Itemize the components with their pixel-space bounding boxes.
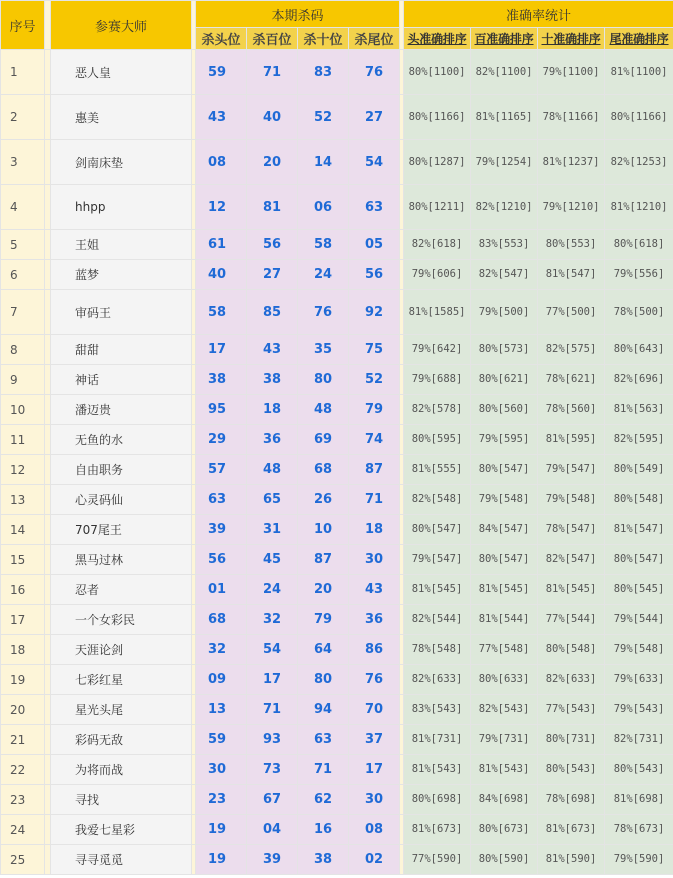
- acc-tail-value: 80%[547]: [605, 545, 673, 575]
- table-row: [1, 545, 673, 575]
- acc-hundreds-value: 82%[547]: [471, 260, 538, 290]
- acc-tail-value: 79%[544]: [605, 605, 673, 635]
- master-name[interactable]: 甜甜: [51, 335, 192, 365]
- header-kill-group: 本期杀码: [196, 1, 400, 28]
- master-name[interactable]: 寻寻觅觅: [51, 845, 192, 875]
- master-name[interactable]: 707尾王: [51, 515, 192, 545]
- acc-hundreds-value: 80%[621]: [471, 365, 538, 395]
- kill-head-value: 39: [196, 515, 247, 545]
- table-row: [1, 845, 673, 875]
- row-index: 3: [1, 140, 45, 185]
- acc-hundreds-value: 80%[560]: [471, 395, 538, 425]
- acc-tens-value: 80%[731]: [538, 725, 605, 755]
- kill-tail-value: 18: [349, 515, 400, 545]
- header-accuracy-group: 准确率统计: [404, 1, 673, 28]
- master-name[interactable]: 自由职务: [51, 455, 192, 485]
- kill-tens-value: 52: [298, 95, 349, 140]
- acc-tens-value: 78%[547]: [538, 515, 605, 545]
- kill-head-value: 13: [196, 695, 247, 725]
- kill-head-value: 57: [196, 455, 247, 485]
- acc-head-value: 80%[1166]: [404, 95, 471, 140]
- acc-hundreds-value: 80%[573]: [471, 335, 538, 365]
- acc-hundreds-value: 79%[595]: [471, 425, 538, 455]
- acc-tail-value: 81%[698]: [605, 785, 673, 815]
- table-row: [1, 485, 673, 515]
- acc-tail-value: 82%[595]: [605, 425, 673, 455]
- table-row: [1, 575, 673, 605]
- acc-tail-value: 80%[549]: [605, 455, 673, 485]
- header-kill-hundreds: 杀百位: [247, 28, 298, 50]
- acc-tens-value: 77%[500]: [538, 290, 605, 335]
- kill-head-value: 58: [196, 290, 247, 335]
- sort-link-head[interactable]: 头准确排序: [404, 28, 471, 50]
- kill-tail-value: 79: [349, 395, 400, 425]
- kill-tens-value: 48: [298, 395, 349, 425]
- acc-head-value: 80%[547]: [404, 515, 471, 545]
- kill-head-value: 38: [196, 365, 247, 395]
- table-row: [1, 290, 673, 335]
- acc-tail-value: 79%[556]: [605, 260, 673, 290]
- master-name[interactable]: 天涯论剑: [51, 635, 192, 665]
- acc-tail-value: 82%[731]: [605, 725, 673, 755]
- kill-hundreds-value: 32: [247, 605, 298, 635]
- row-index: 6: [1, 260, 45, 290]
- acc-hundreds-value: 82%[1100]: [471, 50, 538, 95]
- kill-tens-value: 68: [298, 455, 349, 485]
- acc-tens-value: 78%[698]: [538, 785, 605, 815]
- kill-tail-value: 43: [349, 575, 400, 605]
- acc-tens-value: 78%[560]: [538, 395, 605, 425]
- kill-tens-value: 58: [298, 230, 349, 260]
- acc-hundreds-value: 79%[500]: [471, 290, 538, 335]
- row-index: 7: [1, 290, 45, 335]
- table-row: [1, 425, 673, 455]
- kill-head-value: 40: [196, 260, 247, 290]
- row-index: 17: [1, 605, 45, 635]
- kill-hundreds-value: 85: [247, 290, 298, 335]
- kill-head-value: 95: [196, 395, 247, 425]
- kill-tail-value: 76: [349, 50, 400, 95]
- table-row: [1, 695, 673, 725]
- kill-tens-value: 35: [298, 335, 349, 365]
- kill-head-value: 29: [196, 425, 247, 455]
- kill-head-value: 68: [196, 605, 247, 635]
- kill-tens-value: 64: [298, 635, 349, 665]
- kill-head-value: 43: [196, 95, 247, 140]
- kill-head-value: 23: [196, 785, 247, 815]
- acc-tens-value: 81%[595]: [538, 425, 605, 455]
- acc-tail-value: 80%[643]: [605, 335, 673, 365]
- row-index: 13: [1, 485, 45, 515]
- master-name[interactable]: 惠美: [51, 95, 192, 140]
- kill-tail-value: 02: [349, 845, 400, 875]
- acc-head-value: 83%[543]: [404, 695, 471, 725]
- acc-head-value: 79%[642]: [404, 335, 471, 365]
- acc-tens-value: 79%[1100]: [538, 50, 605, 95]
- kill-tail-value: 74: [349, 425, 400, 455]
- row-index: 21: [1, 725, 45, 755]
- kill-head-value: 19: [196, 845, 247, 875]
- kill-tens-value: 94: [298, 695, 349, 725]
- table-row: [1, 230, 673, 260]
- acc-tens-value: 81%[673]: [538, 815, 605, 845]
- table-row: [1, 755, 673, 785]
- table-row: [1, 50, 673, 95]
- acc-head-value: 79%[606]: [404, 260, 471, 290]
- master-name[interactable]: 蓝梦: [51, 260, 192, 290]
- kill-tail-value: 27: [349, 95, 400, 140]
- sort-link-tail[interactable]: 尾准确排序: [605, 28, 673, 50]
- row-index: 2: [1, 95, 45, 140]
- acc-tens-value: 81%[545]: [538, 575, 605, 605]
- acc-hundreds-value: 83%[553]: [471, 230, 538, 260]
- kill-hundreds-value: 27: [247, 260, 298, 290]
- row-index: 24: [1, 815, 45, 845]
- row-index: 19: [1, 665, 45, 695]
- row-index: 20: [1, 695, 45, 725]
- acc-tens-value: 78%[621]: [538, 365, 605, 395]
- acc-head-value: 79%[688]: [404, 365, 471, 395]
- kill-tail-value: 76: [349, 665, 400, 695]
- acc-head-value: 77%[590]: [404, 845, 471, 875]
- header-kill-tens: 杀十位: [298, 28, 349, 50]
- acc-tail-value: 79%[590]: [605, 845, 673, 875]
- kill-hundreds-value: 17: [247, 665, 298, 695]
- kill-head-value: 59: [196, 50, 247, 95]
- sort-link-tens[interactable]: 十准确排序: [538, 28, 605, 50]
- acc-tens-value: 81%[1237]: [538, 140, 605, 185]
- kill-tens-value: 62: [298, 785, 349, 815]
- kill-tail-value: 36: [349, 605, 400, 635]
- acc-tail-value: 80%[548]: [605, 485, 673, 515]
- master-name[interactable]: hhpp: [51, 185, 192, 230]
- acc-tail-value: 81%[1100]: [605, 50, 673, 95]
- header-kill-head: 杀头位: [196, 28, 247, 50]
- table-row: [1, 455, 673, 485]
- kill-tail-value: 52: [349, 365, 400, 395]
- kill-head-value: 59: [196, 725, 247, 755]
- kill-tail-value: 92: [349, 290, 400, 335]
- acc-hundreds-value: 82%[543]: [471, 695, 538, 725]
- acc-tail-value: 81%[547]: [605, 515, 673, 545]
- acc-hundreds-value: 80%[633]: [471, 665, 538, 695]
- acc-tens-value: 82%[547]: [538, 545, 605, 575]
- master-name[interactable]: 神话: [51, 365, 192, 395]
- acc-tens-value: 81%[590]: [538, 845, 605, 875]
- kill-hundreds-value: 36: [247, 425, 298, 455]
- acc-head-value: 82%[618]: [404, 230, 471, 260]
- kill-tail-value: 63: [349, 185, 400, 230]
- kill-tens-value: 10: [298, 515, 349, 545]
- acc-head-value: 81%[1585]: [404, 290, 471, 335]
- acc-hundreds-value: 77%[548]: [471, 635, 538, 665]
- row-index: 25: [1, 845, 45, 875]
- kill-hundreds-value: 24: [247, 575, 298, 605]
- master-name[interactable]: 寻找: [51, 785, 192, 815]
- kill-hundreds-value: 04: [247, 815, 298, 845]
- kill-tens-value: 71: [298, 755, 349, 785]
- acc-head-value: 80%[1100]: [404, 50, 471, 95]
- kill-tens-value: 69: [298, 425, 349, 455]
- acc-hundreds-value: 81%[543]: [471, 755, 538, 785]
- row-index: 4: [1, 185, 45, 230]
- acc-tail-value: 79%[633]: [605, 665, 673, 695]
- row-index: 14: [1, 515, 45, 545]
- kill-tens-value: 06: [298, 185, 349, 230]
- acc-tens-value: 80%[543]: [538, 755, 605, 785]
- table-row: [1, 785, 673, 815]
- acc-tens-value: 79%[1210]: [538, 185, 605, 230]
- table-row: [1, 665, 673, 695]
- kill-tail-value: 17: [349, 755, 400, 785]
- kill-hundreds-value: 20: [247, 140, 298, 185]
- kill-tens-value: 83: [298, 50, 349, 95]
- kill-hundreds-value: 31: [247, 515, 298, 545]
- kill-head-value: 08: [196, 140, 247, 185]
- acc-hundreds-value: 80%[673]: [471, 815, 538, 845]
- header-index: 序号: [1, 1, 45, 50]
- row-index: 11: [1, 425, 45, 455]
- kill-hundreds-value: 73: [247, 755, 298, 785]
- acc-head-value: 80%[698]: [404, 785, 471, 815]
- acc-tens-value: 79%[548]: [538, 485, 605, 515]
- kill-hundreds-value: 56: [247, 230, 298, 260]
- acc-tail-value: 78%[500]: [605, 290, 673, 335]
- kill-tail-value: 08: [349, 815, 400, 845]
- master-name[interactable]: 剑南床垫: [51, 140, 192, 185]
- table-row: [1, 635, 673, 665]
- kill-hundreds-value: 93: [247, 725, 298, 755]
- acc-head-value: 82%[548]: [404, 485, 471, 515]
- acc-tens-value: 77%[543]: [538, 695, 605, 725]
- acc-hundreds-value: 80%[590]: [471, 845, 538, 875]
- kill-tens-value: 20: [298, 575, 349, 605]
- acc-tens-value: 78%[1166]: [538, 95, 605, 140]
- kill-tail-value: 71: [349, 485, 400, 515]
- acc-tens-value: 80%[553]: [538, 230, 605, 260]
- header-kill-tail: 杀尾位: [349, 28, 400, 50]
- acc-hundreds-value: 81%[545]: [471, 575, 538, 605]
- acc-hundreds-value: 81%[544]: [471, 605, 538, 635]
- kill-head-value: 30: [196, 755, 247, 785]
- table-row: [1, 815, 673, 845]
- table-row: [1, 185, 673, 230]
- acc-head-value: 81%[555]: [404, 455, 471, 485]
- acc-head-value: 80%[595]: [404, 425, 471, 455]
- header-master: 参赛大师: [51, 1, 192, 50]
- master-name[interactable]: 潘迈贵: [51, 395, 192, 425]
- kill-tail-value: 56: [349, 260, 400, 290]
- table-row: [1, 605, 673, 635]
- table-row: [1, 725, 673, 755]
- master-name[interactable]: 七彩红星: [51, 665, 192, 695]
- acc-tail-value: 79%[548]: [605, 635, 673, 665]
- master-name[interactable]: 无鱼的水: [51, 425, 192, 455]
- acc-tail-value: 80%[543]: [605, 755, 673, 785]
- acc-head-value: 82%[578]: [404, 395, 471, 425]
- kill-hundreds-value: 71: [247, 50, 298, 95]
- kill-head-value: 61: [196, 230, 247, 260]
- acc-hundreds-value: 79%[548]: [471, 485, 538, 515]
- sort-link-hundreds[interactable]: 百准确排序: [471, 28, 538, 50]
- kill-tens-value: 16: [298, 815, 349, 845]
- acc-head-value: 81%[673]: [404, 815, 471, 845]
- table-row: [1, 365, 673, 395]
- acc-hundreds-value: 84%[698]: [471, 785, 538, 815]
- master-name[interactable]: 为将而战: [51, 755, 192, 785]
- kill-tail-value: 30: [349, 545, 400, 575]
- kill-head-value: 17: [196, 335, 247, 365]
- acc-hundreds-value: 80%[547]: [471, 545, 538, 575]
- row-index: 1: [1, 50, 45, 95]
- kill-head-value: 63: [196, 485, 247, 515]
- kill-hundreds-value: 39: [247, 845, 298, 875]
- acc-head-value: 80%[1287]: [404, 140, 471, 185]
- acc-hundreds-value: 79%[1254]: [471, 140, 538, 185]
- acc-tens-value: 81%[547]: [538, 260, 605, 290]
- table-row: [1, 395, 673, 425]
- kill-tens-value: 80: [298, 365, 349, 395]
- master-name[interactable]: 王姐: [51, 230, 192, 260]
- master-name[interactable]: 忍者: [51, 575, 192, 605]
- row-index: 16: [1, 575, 45, 605]
- kill-tens-value: 38: [298, 845, 349, 875]
- row-index: 5: [1, 230, 45, 260]
- kill-tens-value: 63: [298, 725, 349, 755]
- acc-hundreds-value: 79%[731]: [471, 725, 538, 755]
- acc-tail-value: 80%[1166]: [605, 95, 673, 140]
- kill-tail-value: 87: [349, 455, 400, 485]
- kill-head-value: 01: [196, 575, 247, 605]
- table-row: [1, 140, 673, 185]
- acc-tail-value: 79%[543]: [605, 695, 673, 725]
- acc-head-value: 81%[731]: [404, 725, 471, 755]
- master-name[interactable]: 一个女彩民: [51, 605, 192, 635]
- row-index: 8: [1, 335, 45, 365]
- row-index: 9: [1, 365, 45, 395]
- row-index: 12: [1, 455, 45, 485]
- acc-head-value: 81%[545]: [404, 575, 471, 605]
- acc-head-value: 79%[547]: [404, 545, 471, 575]
- kill-tail-value: 05: [349, 230, 400, 260]
- kill-head-value: 09: [196, 665, 247, 695]
- acc-tail-value: 82%[696]: [605, 365, 673, 395]
- master-name[interactable]: 心灵码仙: [51, 485, 192, 515]
- master-name[interactable]: 彩码无敌: [51, 725, 192, 755]
- acc-tens-value: 82%[575]: [538, 335, 605, 365]
- row-index: 22: [1, 755, 45, 785]
- kill-hundreds-value: 67: [247, 785, 298, 815]
- kill-head-value: 19: [196, 815, 247, 845]
- kill-hundreds-value: 38: [247, 365, 298, 395]
- kill-tail-value: 86: [349, 635, 400, 665]
- master-name[interactable]: 星光头尾: [51, 695, 192, 725]
- table-row: [1, 335, 673, 365]
- kill-tens-value: 76: [298, 290, 349, 335]
- kill-tail-value: 70: [349, 695, 400, 725]
- acc-head-value: 78%[548]: [404, 635, 471, 665]
- table-row: [1, 515, 673, 545]
- acc-tail-value: 81%[1210]: [605, 185, 673, 230]
- master-name[interactable]: 审码王: [51, 290, 192, 335]
- acc-head-value: 82%[633]: [404, 665, 471, 695]
- row-index: 23: [1, 785, 45, 815]
- master-name[interactable]: 我爱七星彩: [51, 815, 192, 845]
- kill-tens-value: 80: [298, 665, 349, 695]
- kill-tail-value: 75: [349, 335, 400, 365]
- acc-head-value: 82%[544]: [404, 605, 471, 635]
- table-row: [1, 260, 673, 290]
- kill-tens-value: 26: [298, 485, 349, 515]
- kill-tail-value: 30: [349, 785, 400, 815]
- master-name[interactable]: 黑马过林: [51, 545, 192, 575]
- kill-hundreds-value: 45: [247, 545, 298, 575]
- acc-tens-value: 79%[547]: [538, 455, 605, 485]
- kill-head-value: 32: [196, 635, 247, 665]
- acc-hundreds-value: 80%[547]: [471, 455, 538, 485]
- table-row: [1, 95, 673, 140]
- acc-tens-value: 77%[544]: [538, 605, 605, 635]
- kill-tail-value: 37: [349, 725, 400, 755]
- kill-hundreds-value: 18: [247, 395, 298, 425]
- kill-head-value: 56: [196, 545, 247, 575]
- acc-head-value: 80%[1211]: [404, 185, 471, 230]
- kill-tail-value: 54: [349, 140, 400, 185]
- kill-hundreds-value: 81: [247, 185, 298, 230]
- acc-tail-value: 81%[563]: [605, 395, 673, 425]
- row-index: 10: [1, 395, 45, 425]
- kill-tens-value: 14: [298, 140, 349, 185]
- kill-hundreds-value: 71: [247, 695, 298, 725]
- acc-tens-value: 80%[548]: [538, 635, 605, 665]
- row-index: 18: [1, 635, 45, 665]
- acc-tail-value: 78%[673]: [605, 815, 673, 845]
- kill-hundreds-value: 65: [247, 485, 298, 515]
- acc-tail-value: 82%[1253]: [605, 140, 673, 185]
- master-name[interactable]: 恶人皇: [51, 50, 192, 95]
- row-index: 15: [1, 545, 45, 575]
- kill-hundreds-value: 48: [247, 455, 298, 485]
- kill-hundreds-value: 54: [247, 635, 298, 665]
- acc-tail-value: 80%[618]: [605, 230, 673, 260]
- acc-hundreds-value: 84%[547]: [471, 515, 538, 545]
- kill-hundreds-value: 43: [247, 335, 298, 365]
- acc-hundreds-value: 82%[1210]: [471, 185, 538, 230]
- acc-tens-value: 82%[633]: [538, 665, 605, 695]
- kill-tens-value: 87: [298, 545, 349, 575]
- kill-hundreds-value: 40: [247, 95, 298, 140]
- acc-head-value: 81%[543]: [404, 755, 471, 785]
- kill-tens-value: 24: [298, 260, 349, 290]
- acc-hundreds-value: 81%[1165]: [471, 95, 538, 140]
- kill-head-value: 12: [196, 185, 247, 230]
- acc-tail-value: 80%[545]: [605, 575, 673, 605]
- kill-tens-value: 79: [298, 605, 349, 635]
